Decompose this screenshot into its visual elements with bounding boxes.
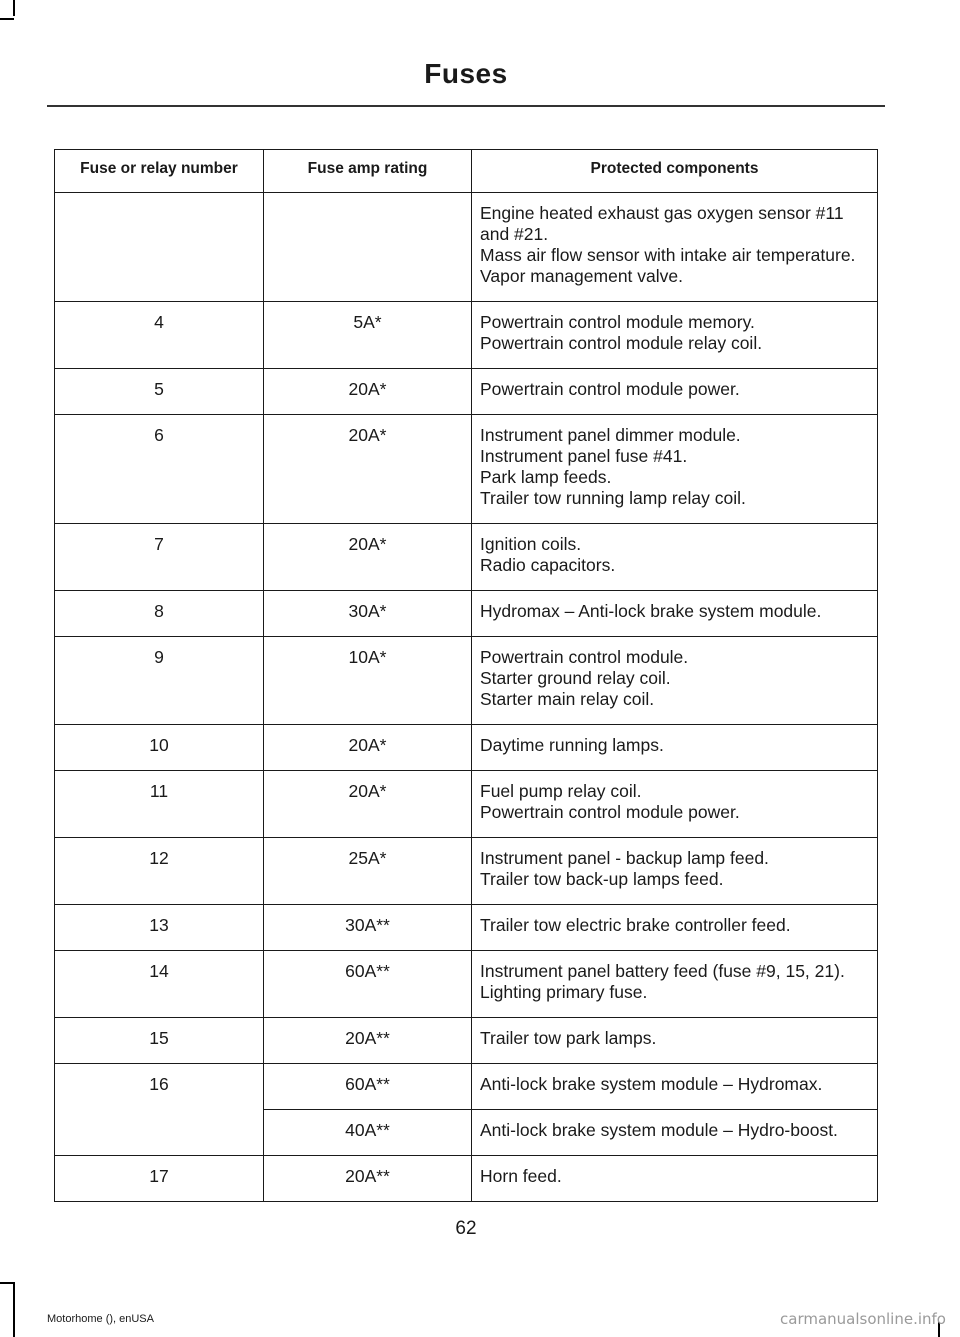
component-line: Mass air flow sensor with intake air temperature.	[480, 245, 856, 265]
fuse-number: 10	[55, 725, 264, 771]
fuse-number: 14	[55, 951, 264, 1018]
table-row	[55, 951, 878, 1018]
fuse-rating	[264, 193, 472, 302]
crop-mark	[13, 0, 15, 16]
fuse-rating: 40A**	[264, 1110, 472, 1156]
fuse-number: 16	[55, 1064, 264, 1156]
fuse-rating: 60A**	[264, 951, 472, 1018]
protected-components	[472, 415, 878, 524]
fuse-number: 9	[55, 637, 264, 725]
fuse-rating: 20A*	[264, 524, 472, 591]
fuse-number: 5	[55, 369, 264, 415]
fuse-rating: 30A*	[264, 591, 472, 637]
fuse-rating: 20A*	[264, 369, 472, 415]
table-row	[55, 369, 878, 415]
protected-components	[472, 591, 878, 637]
fuse-rating: 20A*	[264, 415, 472, 524]
component-line: Powertrain control module.	[480, 647, 689, 667]
fuse-number: 6	[55, 415, 264, 524]
fuse-number: 4	[55, 302, 264, 369]
component-line: Ignition coils.	[480, 534, 582, 554]
table-row	[55, 1064, 878, 1110]
fuse-number	[55, 193, 264, 302]
component-line: Starter main relay coil.	[480, 689, 655, 709]
fuse-rating: 25A*	[264, 838, 472, 905]
protected-components	[472, 838, 878, 905]
protected-components	[472, 1110, 878, 1156]
protected-components	[472, 524, 878, 591]
component-line: Lighting primary fuse.	[480, 982, 648, 1002]
component-line: Powertrain control module power.	[480, 379, 740, 399]
component-line: Trailer tow electric brake controller feed.	[480, 915, 791, 935]
protected-components	[472, 369, 878, 415]
column-header-number: Fuse or relay number	[55, 150, 264, 193]
protected-components	[472, 637, 878, 725]
table-row	[55, 302, 878, 369]
fuse-rating: 10A*	[264, 637, 472, 725]
component-line: Powertrain control module power.	[480, 802, 740, 822]
crop-mark	[13, 1282, 15, 1337]
table-row	[55, 838, 878, 905]
table-row	[55, 415, 878, 524]
component-line: Instrument panel battery feed (fuse #9, 15, 21).	[480, 961, 845, 981]
protected-components	[472, 1156, 878, 1202]
protected-components	[472, 1018, 878, 1064]
fuse-number: 8	[55, 591, 264, 637]
component-line: Instrument panel - backup lamp feed.	[480, 848, 769, 868]
component-line: Powertrain control module memory.	[480, 312, 755, 332]
fuse-number: 17	[55, 1156, 264, 1202]
fuse-number: 11	[55, 771, 264, 838]
component-line: Starter ground relay coil.	[480, 668, 671, 688]
protected-components	[472, 951, 878, 1018]
fuse-table	[54, 149, 878, 1202]
page-title: Fuses	[424, 58, 508, 89]
page-number: 62	[455, 1218, 477, 1239]
component-line: Instrument panel fuse #41.	[480, 446, 688, 466]
fuse-number: 12	[55, 838, 264, 905]
fuse-number: 7	[55, 524, 264, 591]
header-divider	[47, 105, 885, 107]
crop-mark	[0, 18, 14, 20]
table-row	[55, 193, 878, 302]
table-row	[55, 591, 878, 637]
component-line: Trailer tow park lamps.	[480, 1028, 657, 1048]
fuse-rating: 30A**	[264, 905, 472, 951]
table-row	[55, 524, 878, 591]
component-line: Powertrain control module relay coil.	[480, 333, 763, 353]
table-header-row	[55, 150, 878, 193]
watermark: carmanualsonline.info	[780, 1310, 946, 1328]
fuse-rating: 20A*	[264, 771, 472, 838]
fuse-rating: 20A**	[264, 1018, 472, 1064]
table-row	[55, 1156, 878, 1202]
column-header-components: Protected components	[472, 150, 878, 193]
component-line: Trailer tow running lamp relay coil.	[480, 488, 746, 508]
table-row	[55, 905, 878, 951]
table-row	[55, 771, 878, 838]
component-line: Vapor management valve.	[480, 266, 683, 286]
protected-components	[472, 193, 878, 302]
fuse-rating: 5A*	[264, 302, 472, 369]
fuse-rating: 20A**	[264, 1156, 472, 1202]
fuse-rating: 20A*	[264, 725, 472, 771]
crop-mark	[0, 1282, 14, 1284]
fuse-number: 15	[55, 1018, 264, 1064]
component-line: Hydromax – Anti-lock brake system module.	[480, 601, 822, 621]
column-header-rating: Fuse amp rating	[264, 150, 472, 193]
protected-components	[472, 1064, 878, 1110]
component-line: Engine heated exhaust gas oxygen sensor #11 and #21.	[480, 203, 844, 244]
component-line: Fuel pump relay coil.	[480, 781, 642, 801]
footer-text: Motorhome (), enUSA	[47, 1313, 154, 1325]
component-line: Radio capacitors.	[480, 555, 616, 575]
table-row	[55, 1018, 878, 1064]
component-line: Horn feed.	[480, 1166, 562, 1186]
component-line: Anti-lock brake system module – Hydro-boost.	[480, 1120, 838, 1140]
component-line: Trailer tow back-up lamps feed.	[480, 869, 724, 889]
protected-components	[472, 725, 878, 771]
protected-components	[472, 302, 878, 369]
table-row	[55, 725, 878, 771]
component-line: Instrument panel dimmer module.	[480, 425, 741, 445]
fuse-number: 13	[55, 905, 264, 951]
protected-components	[472, 771, 878, 838]
table-row	[55, 637, 878, 725]
component-line: Anti-lock brake system module – Hydromax.	[480, 1074, 823, 1094]
component-line: Daytime running lamps.	[480, 735, 664, 755]
fuse-rating: 60A**	[264, 1064, 472, 1110]
component-line: Park lamp feeds.	[480, 467, 612, 487]
protected-components	[472, 905, 878, 951]
